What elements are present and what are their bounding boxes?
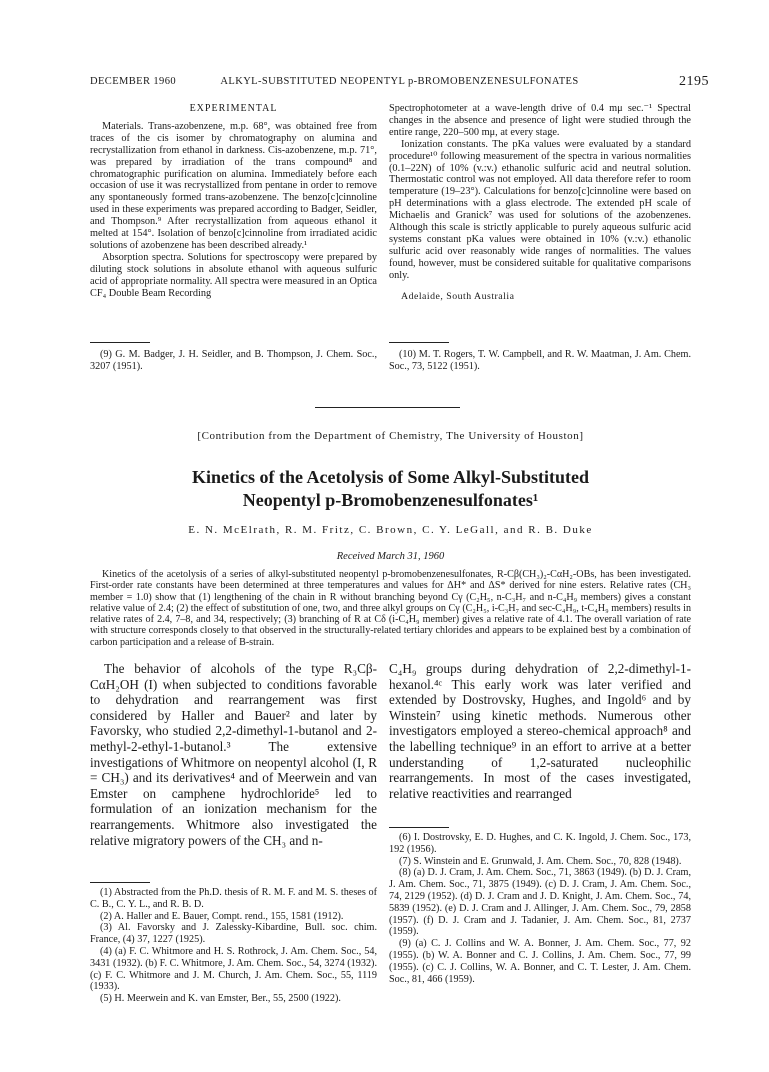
absorption-spectra-paragraph: Absorption spectra. Solutions for spectroscopy were prepared by diluting stock solutions in absolute ethanol with aqueous sulfuric acid of appropriate normality. All spectra were measured in an Optica CF₄ Double Beam Recording — [90, 251, 377, 299]
experimental-heading: EXPERIMENTAL — [189, 103, 278, 114]
received-date: Received March 31, 1960 — [336, 551, 445, 562]
footnote-7: (7) S. Winstein and E. Grunwald, J. Am. Chem. Soc., 70, 828 (1948). — [399, 855, 682, 867]
footnote-9b: (9) (a) C. J. Collins and W. A. Bonner, J. Am. Chem. Soc., 77, 92 (1955). (b) W. A. Bonner and C. J. Collins, J. Am. Chem. Soc., 77, 99 (1955). (c) C. J. Collins, W. A. Bonner, and C. T. Lester, J. Am. Chem. Soc., 81, 466 (1959). — [389, 938, 691, 985]
spectrophotometer-paragraph: Spectrophotometer at a wave-length drive of 0.4 mμ sec.⁻¹ Spectral changes in the absence and presence of light were studied through the entire range, 220–500 mμ, at every stage. — [389, 103, 691, 138]
contribution-line: [Contribution from the Department of Chemistry, The University of Houston] — [197, 430, 584, 442]
title-line-2: Neopentyl p-Bromobenzenesulfonates¹ — [242, 490, 539, 510]
body-left-column — [90, 661, 377, 848]
footnote-10 — [389, 349, 691, 373]
title-line-1: Kinetics of the Acetolysis of Some Alkyl-Substituted — [191, 467, 589, 487]
body-footnote-rule-right — [389, 827, 449, 828]
footnote-9-text: (9) G. M. Badger, J. H. Seidler, and B. Thompson, J. Chem. Soc., 3207 (1951). — [90, 349, 377, 372]
abstract — [90, 569, 691, 648]
materials-paragraph: Materials. Trans-azobenzene, m.p. 68°, was obtained free from traces of the cis isomer by chromatography on alumina and recrystallization from ethanol in darkness. Cis-azobenzene, m.p. 71°, was prepared by irradiation of the trans compound⁸ and chromatographic purification on alumina. Immediately before each occasion of use it was recrystallized from pentane in order to remove any spontaneously formed trans-azobenzene. The benzo[c]cinnoline used in these experiments was prepared according to Badger, Seidler, and Thompson.⁹ After recrystallization from aqueous ethanol it melted at 154°. Isolation of benzo[c]cinnoline from irradiated acidic solutions of azobenzene has been described already.¹ — [90, 120, 377, 251]
article-divider — [315, 407, 460, 408]
header-date: DECEMBER 1960 — [90, 76, 176, 87]
body-footnote-rule-left — [90, 882, 150, 883]
body-paragraph-continued: C₄H₉ groups during dehydration of 2,2-dimethyl-1-hexanol.⁴ᶜ This early work was later verified and extended by Dostrovsky, Hughes, and Ingold⁶ and by Winstein⁷ using kinetic methods. Numerous other investigators employed a stereo-chemical approach⁸ and the labelling technique⁹ in an effort to arrive at a better understanding of 1,2-saturated nucleophilic rearrangements. In most of the cases investigated, relative reactivities and rearranged — [389, 661, 691, 801]
header-running-title: ALKYL-SUBSTITUTED NEOPENTYL p-BROMOBENZENESULFONATES — [220, 76, 579, 87]
location-line: Adelaide, South Australia — [401, 290, 515, 302]
header-page-number: 2195 — [679, 74, 709, 89]
footnote-5: (5) H. Meerwein and K. van Emster, Ber., 55, 2500 (1922). — [100, 993, 341, 1005]
footnote-10-text: (10) M. T. Rogers, T. W. Campbell, and R. W. Maatman, J. Am. Chem. Soc., 73, 5122 (1951). — [389, 349, 691, 372]
footnote-1: (1) Abstracted from the Ph.D. thesis of R. M. F. and M. S. theses of C. B., C. Y. L., and R. B. D. — [90, 887, 377, 910]
footnote-4: (4) (a) F. C. Whitmore and H. S. Rothrock, J. Am. Chem. Soc., 54, 3431 (1932). (b) F. C. Whitmore, J. Am. Chem. Soc., 54, 3274 (1932). (c) F. C. Whitmore and J. M. Church, J. Am. Chem. Soc., 55, 1119 (1933). — [90, 945, 377, 993]
footnote-8: (8) (a) D. J. Cram, J. Am. Chem. Soc., 71, 3863 (1949). (b) D. J. Cram, J. Am. Chem. Soc., 71, 3875 (1949). (c) D. J. Cram, J. Am. Chem. Soc., 74, 2129 (1952). (d) D. J. Cram and J. D. Knight, J. Am. Chem. Soc., 74, 5839 (1952). (e) D. J. Cram and J. Allinger, J. Am. Chem. Soc., 79, 2858 (1957). (f) D. J. Cram and J. Tadanier, J. Am. Chem. Soc., 81, 2737 (1959). — [389, 867, 691, 938]
running-head — [90, 76, 709, 92]
experimental-right-column — [389, 103, 691, 303]
body-paragraph-1: The behavior of alcohols of the type R₃Cβ-CαH₂OH (I) when subjected to conditions favorable to dehydration and rearrangement was first considered by Haller and Bauer² and later by Favorsky, who studied 2,2-dimethyl-1-butanol and 2-methyl-2-ethyl-1-butanol.³ The extensive investigations of Whitmore on neopentyl alcohol (I, R = CH₃) and its derivatives⁴ and of Meerwein and van Emster on camphene hydrochloride⁵ led to formulation of an ionization mechanism for the rearrangements. Whitmore also investigated the relative migratory powers of the CH₃ and n- — [90, 661, 377, 848]
footnote-9 — [90, 349, 377, 373]
footnote-2: (2) A. Haller and E. Bauer, Compt. rend., 155, 1581 (1912). — [100, 910, 344, 922]
article-title — [90, 466, 691, 512]
footnote-3: (3) Al. Favorsky and J. Zalessky-Kibardine, Bull. soc. chim. France, (4) 37, 1227 (1925). — [90, 922, 377, 946]
experimental-left-column — [90, 103, 377, 300]
footnote-rule-left — [90, 342, 150, 343]
footnotes-right — [389, 832, 691, 985]
footnote-rule-right — [389, 342, 449, 343]
body-right-column — [389, 661, 691, 801]
footnotes-left — [90, 887, 377, 1005]
abstract-text: Kinetics of the acetolysis of a series of alkyl-substituted neopentyl p-bromobenzenesulfonates, R-Cβ(CH₃)₂-CαH₂-OBs, has been investigated. First-order rate constants have been determined at three temperatures and values for ΔH* and ΔS* derived for nine esters. Relative rates (CH₃ member = 1.0) show that (1) lengthening of the chain in R without branching beyond Cγ (C₂H₅, n-C₃H₇ and n-C₄H₉ members) gives a constant relative value of 2.4; (2) the effect of substitution of one, two, and three alkyl groups on Cγ (C₂H₅, i-C₃H₇ and sec-C₄H₉, t-C₄H₉ members) results in relative rates of 2.4, 7–8, and 34, respectively; (3) branching of R at Cδ (i-C₄H₉ member) gives a relative rate of 4.1. The overall variation of rate with structure corresponds closely to that observed in the structurally-related tertiary chlorides and appears to be explained best by a combination of carbon participation and a release of B-strain. — [90, 569, 691, 648]
footnote-6: (6) I. Dostrovsky, E. D. Hughes, and C. K. Ingold, J. Chem. Soc., 173, 192 (1956). — [389, 832, 691, 855]
ionization-constants-paragraph: Ionization constants. The pKa values were evaluated by a standard procedure¹⁰ following measurement of the spectra in various normalities (0.1–22N) of 10% (v.:v.) ethanolic sulfuric acid and neutral solution. Thermostatic control was not employed. All data therefore refer to room temperature (19–23°). Calculations for benzo[c]cinnoline were based on pH determinations with a glass electrode. The extended pH scale of Michaelis and Granick⁷ was used for solutions of the azobenzenes. Although this scale is strictly applicable to purely aqueous sulfuric acid systems constant pKa values were obtained in 10% (v.:v.) ethanolic sulfuric acid over reasonably wide ranges of normalities. The values found, however, must be considered suitable for qualitative comparisons only. — [389, 138, 691, 281]
authors-line: E. N. McElrath, R. M. Fritz, C. Brown, C. Y. LeGall, and R. B. Duke — [188, 524, 593, 536]
